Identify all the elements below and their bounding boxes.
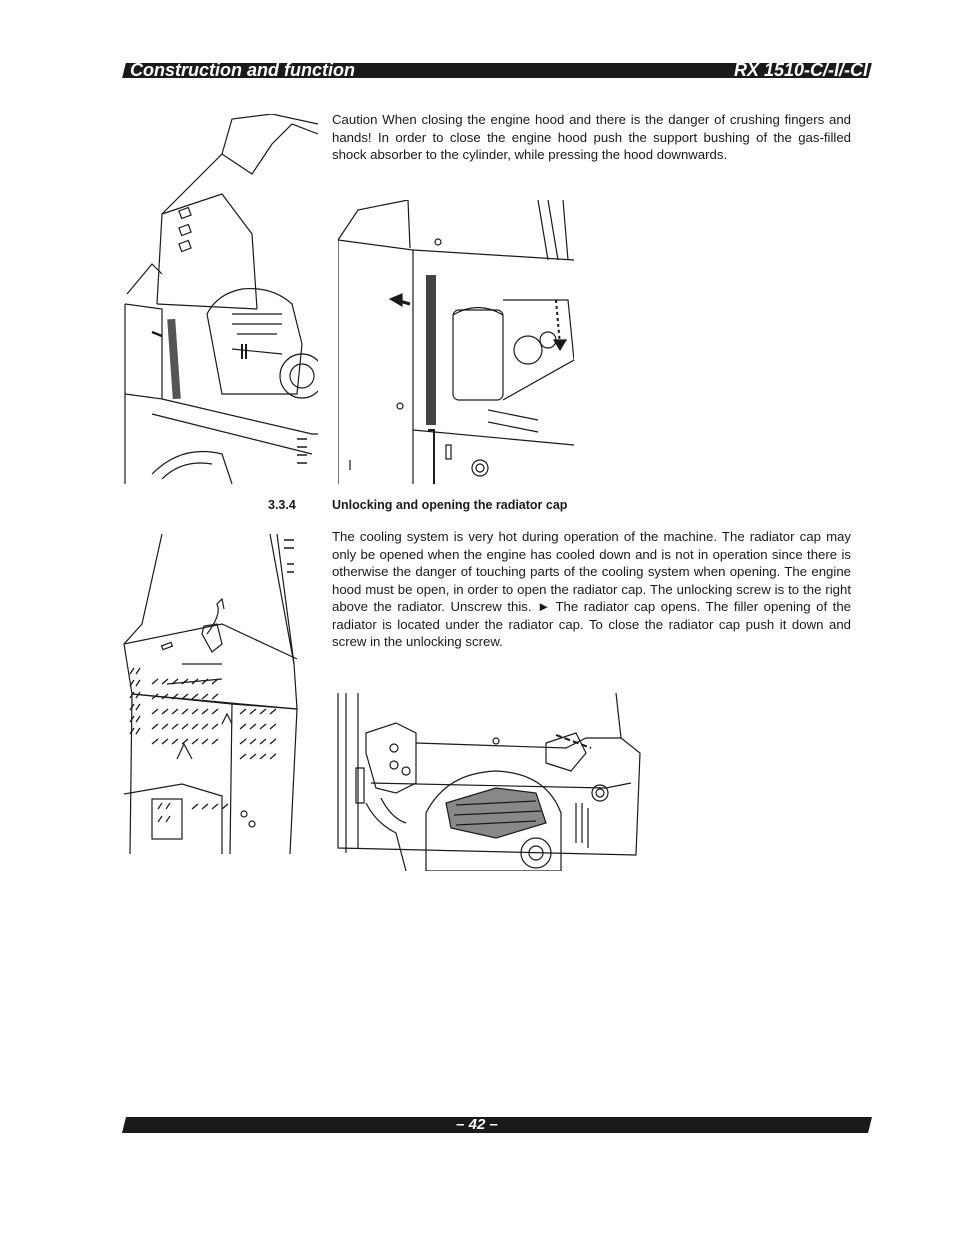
caution-paragraph: Caution When closing the engine hood and there is the danger of crushing fingers and hands! In order to close the engine hood push the support bushing of the gas-filled shock absorber to the cylinder, while pressing the hood downwards. — [332, 112, 851, 162]
radiator-screw-figure — [336, 693, 642, 871]
gas-spring-detail-figure — [338, 200, 574, 484]
header-section-title: Construction and function — [130, 60, 355, 80]
section-number: 3.3.4 — [268, 498, 296, 512]
page-number: – 42 – — [456, 1116, 498, 1133]
section-title: Unlocking and opening the radiator cap — [332, 498, 568, 512]
header-model: RX 1510-C/-I/-CI — [733, 60, 868, 80]
section-body-paragraph: The cooling system is very hot during operation of the machine. The radiator cap may only be opened when the engine has cooled down and is not in operation since there is otherwise the danger of touching parts of the cooling system when opening. The engine hood must be open, in order to open the radiator cap. The unlocking screw is to the right above the radiator. Unscrew this. ► The radiator cap opens. The filler opening of the radiator is located under the radiator cap. To close the radiator cap push it down and screw in the unlocking screw. — [332, 529, 851, 649]
engine-hood-open-figure — [122, 114, 318, 484]
radiator-cap-figure — [122, 534, 300, 854]
